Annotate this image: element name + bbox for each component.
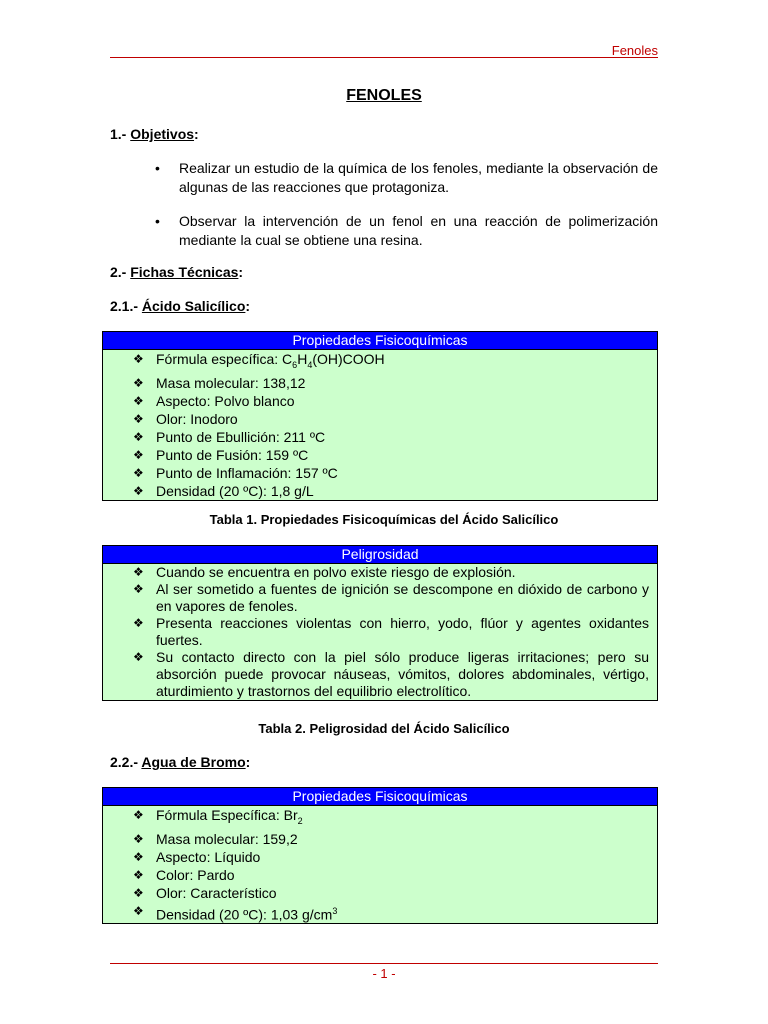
section-colon: : bbox=[194, 126, 199, 142]
list-item-text: Observar la intervención de un fenol en una reacción de polimerización mediante la cual se obtiene una resina. bbox=[179, 213, 658, 248]
table-row bbox=[133, 884, 649, 902]
section-colon: : bbox=[245, 298, 251, 314]
table-row bbox=[133, 428, 649, 446]
page-number: - 1 - bbox=[372, 966, 396, 981]
objectives-list bbox=[155, 159, 658, 265]
row-text: Masa molecular: 138,12 bbox=[156, 374, 306, 391]
section-number: 2.1.- bbox=[110, 298, 139, 314]
row-text: Masa molecular: 159,2 bbox=[156, 830, 298, 847]
table-row bbox=[133, 581, 649, 615]
bullet-icon: • bbox=[155, 160, 160, 176]
section-heading-objetivos bbox=[110, 126, 199, 142]
section-label: Fichas Técnicas bbox=[130, 264, 239, 280]
formula-prefix: Fórmula Específica: Br bbox=[156, 807, 298, 823]
row-text: Presenta reacciones violentas con hierro, yodo, flúor y agentes oxidantes fuertes. bbox=[156, 615, 649, 648]
formula-subscript: 2 bbox=[297, 815, 303, 826]
table-row bbox=[133, 482, 649, 500]
table-header: Peligrosidad bbox=[103, 546, 657, 564]
properties-table-salicylic bbox=[102, 331, 658, 501]
section-heading-fichas bbox=[110, 264, 243, 280]
table-row bbox=[133, 564, 649, 581]
table-body bbox=[103, 564, 657, 700]
table-row bbox=[133, 866, 649, 884]
diamond-bullet-icon: ❖ bbox=[133, 808, 144, 822]
formula-subscript: 6 bbox=[292, 359, 298, 370]
document-title: FENOLES bbox=[346, 87, 422, 104]
table-row bbox=[133, 374, 649, 392]
diamond-bullet-icon: ❖ bbox=[133, 831, 144, 846]
section-label: Ácido Salicílico bbox=[141, 298, 246, 314]
diamond-bullet-icon: ❖ bbox=[133, 375, 144, 390]
diamond-bullet-icon: ❖ bbox=[133, 582, 144, 596]
hazard-table-salicylic bbox=[102, 545, 658, 701]
row-text: Densidad (20 ºC): 1,8 g/L bbox=[156, 482, 314, 499]
list-item bbox=[155, 212, 658, 250]
table-row bbox=[133, 830, 649, 848]
diamond-bullet-icon: ❖ bbox=[133, 650, 144, 664]
diamond-bullet-icon: ❖ bbox=[133, 885, 144, 900]
section-colon: : bbox=[245, 754, 251, 770]
row-text: Olor: Característico bbox=[156, 884, 277, 901]
diamond-bullet-icon: ❖ bbox=[133, 483, 144, 498]
table-caption-1: Tabla 1. Propiedades Fisicoquímicas del Ácido Salicílico bbox=[209, 512, 559, 527]
section-number: 2.2.- bbox=[110, 754, 139, 770]
diamond-bullet-icon: ❖ bbox=[133, 411, 144, 426]
diamond-bullet-icon: ❖ bbox=[133, 429, 144, 444]
section-label: Objetivos bbox=[130, 126, 195, 142]
density-superscript: 3 bbox=[332, 905, 338, 916]
table-row bbox=[133, 902, 649, 924]
table-row bbox=[133, 649, 649, 700]
row-text: Al ser sometido a fuentes de ignición se descompone en dióxido de carbono y en vapores de fenoles. bbox=[156, 581, 649, 614]
table-body bbox=[103, 350, 657, 500]
formula-mid: H bbox=[297, 351, 308, 367]
table-row bbox=[133, 410, 649, 428]
diamond-bullet-icon: ❖ bbox=[133, 903, 144, 918]
diamond-bullet-icon: ❖ bbox=[133, 352, 144, 366]
section-number: 1.- bbox=[110, 126, 127, 142]
table-row bbox=[133, 446, 649, 464]
header-rule bbox=[110, 57, 658, 58]
list-item-text: Realizar un estudio de la química de los fenoles, mediante la observación de algunas de las reacciones que protagoniza. bbox=[179, 160, 658, 195]
diamond-bullet-icon: ❖ bbox=[133, 867, 144, 882]
formula-subscript: 4 bbox=[307, 359, 313, 370]
section-number: 2.- bbox=[110, 264, 127, 280]
footer-rule bbox=[110, 963, 658, 964]
section-heading-acido-salicilico bbox=[110, 298, 250, 314]
diamond-bullet-icon: ❖ bbox=[133, 849, 144, 864]
formula-suffix: (OH)COOH bbox=[312, 351, 385, 367]
row-text: Punto de Ebullición: 211 ºC bbox=[156, 428, 326, 445]
row-text: Aspecto: Líquido bbox=[156, 848, 261, 865]
table-row bbox=[133, 615, 649, 649]
list-item bbox=[155, 159, 658, 197]
formula-prefix: Fórmula específica: C bbox=[156, 351, 293, 367]
section-heading-agua-de-bromo bbox=[110, 754, 250, 770]
table-row bbox=[133, 464, 649, 482]
running-header: Fenoles bbox=[611, 43, 658, 58]
row-text: Su contacto directo con la piel sólo produce ligeras irritaciones; pero su absorción puede provocar náuseas, vómitos, dolores abdominales, vértigo, aturdimiento y trastornos del equilibrio electrolítico. bbox=[156, 649, 649, 699]
table-row bbox=[133, 350, 649, 374]
bullet-icon: • bbox=[155, 213, 160, 229]
row-text: Aspecto: Polvo blanco bbox=[156, 392, 295, 409]
row-text: Cuando se encuentra en polvo existe riesgo de explosión. bbox=[156, 564, 516, 580]
diamond-bullet-icon: ❖ bbox=[133, 565, 144, 579]
row-text: Punto de Fusión: 159 ºC bbox=[156, 446, 309, 463]
table-row bbox=[133, 392, 649, 410]
section-colon: : bbox=[238, 264, 244, 280]
table-row bbox=[133, 806, 649, 830]
table-caption-2: Tabla 2. Peligrosidad del Ácido Salicílico bbox=[258, 721, 510, 736]
section-label: Agua de Bromo bbox=[141, 754, 246, 770]
row-text: Color: Pardo bbox=[156, 866, 235, 883]
diamond-bullet-icon: ❖ bbox=[133, 447, 144, 462]
row-text: Punto de Inflamación: 157 ºC bbox=[156, 464, 338, 481]
table-row bbox=[133, 848, 649, 866]
row-text: Olor: Inodoro bbox=[156, 410, 238, 427]
diamond-bullet-icon: ❖ bbox=[133, 616, 144, 630]
properties-table-bromine-water bbox=[102, 787, 658, 924]
diamond-bullet-icon: ❖ bbox=[133, 393, 144, 408]
table-header: Propiedades Fisicoquímicas bbox=[103, 332, 657, 350]
table-body bbox=[103, 806, 657, 923]
density-prefix: Densidad (20 ºC): 1,03 g/cm bbox=[156, 906, 333, 923]
diamond-bullet-icon: ❖ bbox=[133, 465, 144, 480]
table-header: Propiedades Fisicoquímicas bbox=[103, 788, 657, 806]
